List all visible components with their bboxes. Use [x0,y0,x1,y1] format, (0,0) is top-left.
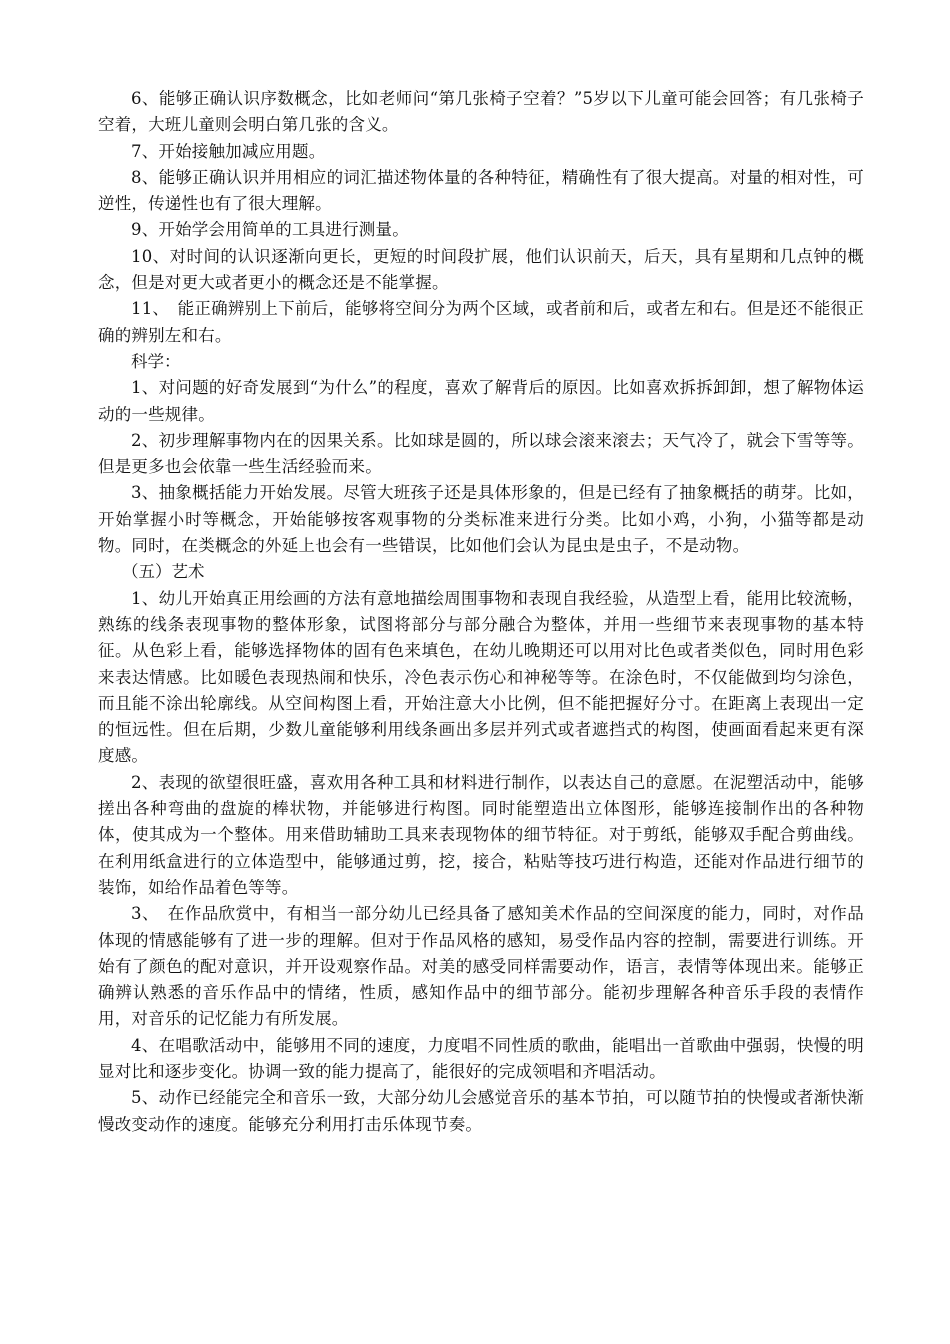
art-item-3: 3、 在作品欣赏中，有相当一部分幼儿已经具备了感知美术作品的空间深度的能力，同时，对作品体现的情感能够有了进一步的理解。但对于作品风格的感知，易受作品内容的控制，需要进行训练。开始有了颜色的配对意识，并开设观察作品。对美的感受同样需要动作，语言，表情等体现出来。能够正确辨认熟悉的音乐作品中的情绪，性质，感知作品中的细节部分。能初步理解各种音乐手段的表情作用，对音乐的记忆能力有所发展。 [98,904,864,1029]
math-item-11: 11、 能正确辨别上下前后，能够将空间分为两个区域，或者前和后，或者左和右。但是还不能很正确的辨别左和右。 [98,299,864,345]
art-item-4: 4、在唱歌活动中，能够用不同的速度，力度唱不同性质的歌曲，能唱出一首歌曲中强弱，快慢的明显对比和逐步变化。协调一致的能力提高了，能很好的完成领唱和齐唱活动。 [98,1035,864,1081]
math-item-6: 6、能够正确认识序数概念，比如老师问“第几张椅子空着？”5岁以下儿童可能会回答；有几张椅子空着，大班儿童则会明白第几张的含义。 [98,89,864,135]
science-item-2: 2、初步理解事物内在的因果关系。比如球是圆的，所以球会滚来滚去；天气冷了，就会下雪等等。但是更多也会依靠一些生活经验而来。 [98,430,864,477]
math-item-9: 9、开始学会用简单的工具进行测量。 [131,220,409,240]
art-item-5: 5、动作已经能完全和音乐一致，大部分幼儿会感觉音乐的基本节拍，可以随节拍的快慢或者渐快渐慢改变动作的速度。能够充分利用打击乐体现节奏。 [98,1088,864,1134]
math-item-8: 8、能够正确认识并用相应的词汇描述物体量的各种特征，精确性有了很大提高。对量的相对性，可逆性，传递性也有了很大理解。 [98,167,864,214]
art-item-1: 1、幼儿开始真正用绘画的方法有意地描绘周围事物和表现自我经验，从造型上看，能用比较流畅，熟练的线条表现事物的整体形象，试图将部分与部分融合为整体，并用一些细节来表现事物的基本特征。从色彩上看，能够选择物体的固有色来填色，在幼儿晚期还可以用对比色或者类似色，同时用色彩来表达情感。比如暖色表现热闹和快乐，冷色表示伤心和神秘等等。在涂色时，不仅能做到均匀涂色，而且能不涂出轮廓线。从空间构图上看，开始注意大小比例，但不能把握好分寸。在距离上表现出一定的恒远性。但在后期，少数儿童能够利用线条画出多层并列式或者遮挡式的构图，使画面看起来更有深度感。 [98,588,864,766]
science-heading: 科学： [131,351,181,371]
science-item-1: 1、对问题的好奇发展到“为什么”的程度，喜欢了解背后的原因。比如喜欢拆拆卸卸，想了解物体运动的一些规律。 [98,378,864,424]
art-item-2: 2、表现的欲望很旺盛，喜欢用各种工具和材料进行制作，以表达自己的意愿。在泥塑活动中，能够搓出各种弯曲的盘旋的棒状物，并能够进行构图。同时能塑造出立体图形，能够连接制作出的各种物体，使其成为一个整体。用来借助辅助工具来表现物体的细节特征。对于剪纸，能够双手配合剪曲线。在利用纸盒进行的立体造型中，能够通过剪，挖，接合，粘贴等技巧进行构造，还能对作品进行细节的装饰，如给作品着色等等。 [98,772,864,897]
art-heading: （五）艺术 [122,562,205,582]
math-item-7: 7、开始接触加减应用题。 [131,141,326,161]
math-item-10: 10、对时间的认识逐渐向更长，更短的时间段扩展，他们认识前天，后天，具有星期和几点钟的概念，但是对更大或者更小的概念还是不能掌握。 [98,246,864,293]
document-page [98,86,864,1138]
science-item-3: 3、抽象概括能力开始发展。尽管大班孩子还是具体形象的，但是已经有了抽象概括的萌芽。比如，开始掌握小时等概念，开始能够按客观事物的分类标准来进行分类。比如小鸡，小狗，小猫等都是动物。同时，在类概念的外延上也会有一些错误，比如他们会认为昆虫是虫子，不是动物。 [98,483,864,556]
